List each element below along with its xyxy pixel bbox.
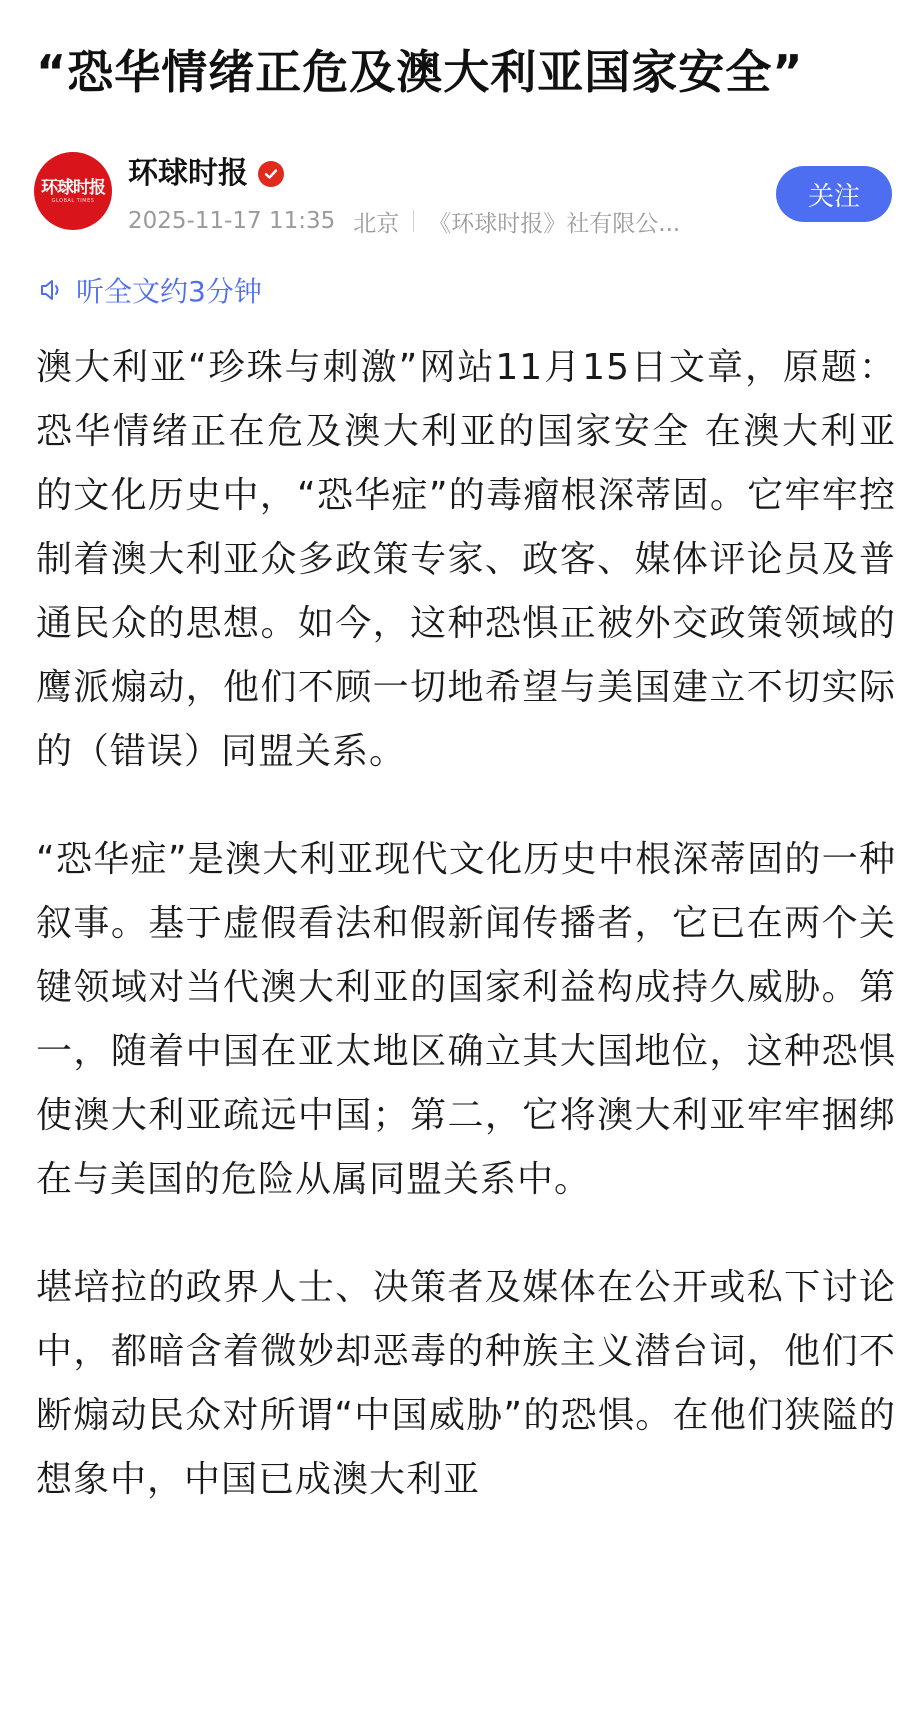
verified-check-icon <box>258 161 284 187</box>
publish-location: 北京 <box>353 210 400 237</box>
listen-article-button[interactable] <box>38 270 262 310</box>
avatar-logo-subtext: GLOBAL TIMES <box>51 197 95 204</box>
author-row <box>128 154 284 194</box>
publisher-source: 《环球时报》社有限公... <box>428 210 681 237</box>
avatar-logo-text: 环球时报 <box>41 177 105 198</box>
article-title: “恐华情绪正危及澳大利亚国家安全” <box>36 45 804 99</box>
listen-label: 听全文约3分钟 <box>76 275 262 308</box>
author-name[interactable]: 环球时报 <box>128 156 248 191</box>
meta-divider <box>413 210 414 232</box>
author-avatar[interactable] <box>34 152 112 230</box>
article-paragraph: 堪培拉的政界人士、决策者及媒体在公开或私下讨论中，都暗含着微妙却恶毒的种族主义潜台词，他们不断煽动民众对所谓“中国威胁”的恐惧。在他们狭隘的想象中，中国已成澳大利亚 <box>36 1267 896 1500</box>
speaker-icon <box>38 276 66 304</box>
publish-date: 2025-11-17 11:35 <box>128 208 336 234</box>
article-paragraph: “恐华症”是澳大利亚现代文化历史中根深蒂固的一种叙事。基于虚假看法和假新闻传播者，它已在两个关键领域对当代澳大利亚的国家利益构成持久威胁。第一，随着中国在亚太地区确立其大国地位，这种恐惧使澳大利亚疏远中国；第二，它将澳大利亚牢牢捆绑在与美国的危险从属同盟关系中。 <box>36 839 896 1200</box>
article-body <box>36 336 896 1556</box>
article-paragraph: 澳大利亚“珍珠与刺激”网站11月15日文章，原题：恐华情绪正在危及澳大利亚的国家安全 在澳大利亚的文化历史中，“恐华症”的毒瘤根深蒂固。它牢牢控制着澳大利亚众多政策专家、政客、媒体评论员及普通民众的思想。如今，这种恐惧正被外交政策领域的鹰派煽动，他们不顾一切地希望与美国建立不切实际的（错误）同盟关系。 <box>36 347 896 772</box>
article-meta <box>128 204 768 238</box>
follow-button[interactable]: 关注 <box>776 166 892 222</box>
